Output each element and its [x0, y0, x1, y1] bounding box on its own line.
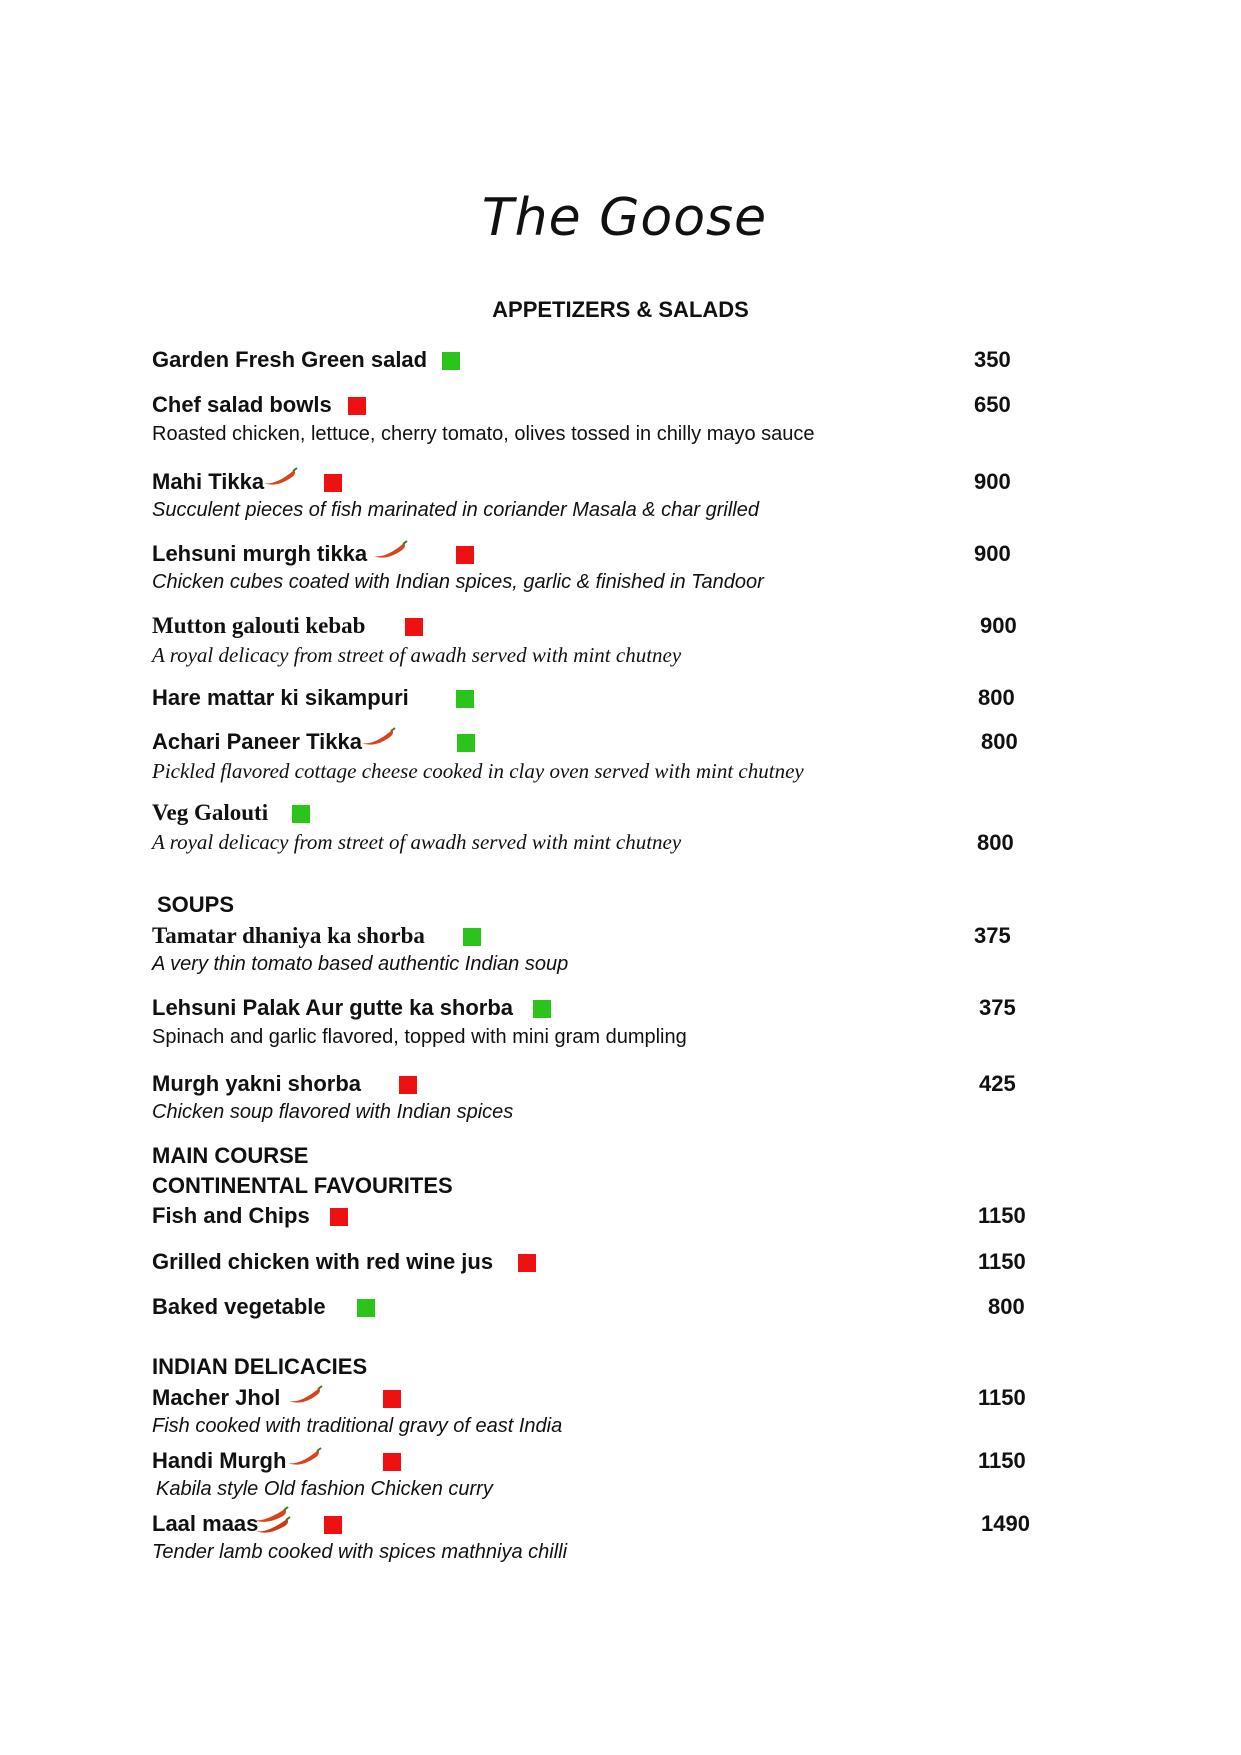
item-price: 350	[974, 347, 1011, 372]
item-description: Chicken cubes coated with Indian spices, garlic & finished in Tandoor	[152, 571, 764, 593]
item-price: 800	[978, 685, 1015, 710]
item-description: A royal delicacy from street of awadh served with mint chutney	[152, 643, 682, 667]
veg-marker-icon	[463, 928, 481, 946]
veg-marker-icon	[442, 352, 460, 370]
item-description: A very thin tomato based authentic Indian soup	[152, 953, 569, 975]
item-description: Pickled flavored cottage cheese cooked in clay oven served with mint chutney	[152, 759, 804, 783]
chili-pepper-icon	[286, 1447, 322, 1467]
item-name-lehsuni-palak-shorba: Lehsuni Palak Aur gutte ka shorba	[152, 995, 514, 1020]
veg-marker-icon	[457, 734, 475, 752]
item-price: 375	[974, 923, 1011, 948]
item-description: Spinach and garlic flavored, topped with mini gram dumpling	[152, 1026, 687, 1048]
item-name-achari-paneer-tikka: Achari Paneer Tikka	[152, 729, 362, 754]
veg-marker-icon	[357, 1299, 375, 1317]
veg-marker-icon	[533, 1000, 551, 1018]
item-description: Tender lamb cooked with spices mathniya chilli	[152, 1541, 568, 1563]
item-description: Fish cooked with traditional gravy of east India	[152, 1415, 563, 1437]
chili-pepper-icon	[287, 1385, 323, 1405]
non-veg-marker-icon	[324, 1516, 342, 1534]
chili-pepper-icon	[252, 1506, 292, 1534]
item-name-tamatar-dhaniya-shorba: Tamatar dhaniya ka shorba	[152, 923, 425, 948]
item-name-fish-and-chips: Fish and Chips	[152, 1203, 310, 1228]
section-heading-main-course: MAIN COURSE	[152, 1143, 309, 1168]
chili-pepper-icon	[360, 727, 396, 747]
item-name-green-salad: Garden Fresh Green salad	[152, 347, 428, 372]
item-name-murgh-yakni-shorba: Murgh yakni shorba	[152, 1071, 362, 1096]
item-name-macher-jhol: Macher Jhol	[152, 1385, 281, 1410]
item-name-grilled-chicken: Grilled chicken with red wine jus	[152, 1249, 494, 1274]
item-price: 1490	[981, 1511, 1030, 1536]
item-price: 800	[981, 729, 1018, 754]
item-price: 1150	[978, 1249, 1026, 1274]
non-veg-marker-icon	[383, 1453, 401, 1471]
item-name-mutton-galouti-kebab: Mutton galouti kebab	[152, 613, 366, 638]
item-description: A royal delicacy from street of awadh served with mint chutney	[152, 830, 682, 854]
restaurant-title: The Goose	[481, 188, 768, 248]
item-name-handi-murgh: Handi Murgh	[152, 1448, 287, 1473]
item-price: 900	[974, 541, 1011, 566]
item-description: Roasted chicken, lettuce, cherry tomato, olives tossed in chilly mayo sauce	[152, 423, 815, 445]
item-name-hare-mattar-sikampuri: Hare mattar ki sikampuri	[152, 685, 409, 710]
item-name-mahi-tikka: Mahi Tikka	[152, 469, 265, 494]
section-heading-soups: SOUPS	[157, 892, 235, 917]
section-heading-appetizers: APPETIZERS & SALADS	[492, 297, 749, 322]
item-price: 1150	[978, 1385, 1026, 1410]
section-heading-indian-delicacies: INDIAN DELICACIES	[152, 1354, 368, 1379]
non-veg-marker-icon	[518, 1254, 536, 1272]
item-price: 900	[980, 613, 1017, 638]
item-price: 375	[979, 995, 1016, 1020]
chili-pepper-icon	[262, 467, 298, 487]
item-price: 1150	[978, 1203, 1026, 1228]
non-veg-marker-icon	[405, 618, 423, 636]
item-price: 800	[988, 1294, 1025, 1319]
non-veg-marker-icon	[456, 546, 474, 564]
item-description: Chicken soup flavored with Indian spices	[152, 1101, 514, 1123]
item-name-laal-maas: Laal maas	[152, 1511, 259, 1536]
item-name-baked-vegetable: Baked vegetable	[152, 1294, 326, 1319]
item-name-chef-salad: Chef salad bowls	[152, 392, 332, 417]
item-price: 800	[977, 830, 1014, 855]
item-description: Succulent pieces of fish marinated in coriander Masala & char grilled	[152, 499, 759, 521]
item-name-veg-galouti: Veg Galouti	[152, 800, 269, 825]
non-veg-marker-icon	[324, 474, 342, 492]
veg-marker-icon	[456, 690, 474, 708]
item-price: 650	[974, 392, 1011, 417]
non-veg-marker-icon	[383, 1390, 401, 1408]
item-name-lehsuni-murgh-tikka: Lehsuni murgh tikka	[152, 541, 368, 566]
non-veg-marker-icon	[330, 1208, 348, 1226]
item-description: Kabila style Old fashion Chicken curry	[156, 1478, 493, 1500]
veg-marker-icon	[292, 805, 310, 823]
item-price: 900	[974, 469, 1011, 494]
non-veg-marker-icon	[399, 1076, 417, 1094]
subsection-heading-continental: CONTINENTAL FAVOURITES	[152, 1173, 453, 1198]
non-veg-marker-icon	[348, 397, 366, 415]
item-price: 425	[979, 1071, 1016, 1096]
chili-pepper-icon	[372, 540, 408, 560]
item-price: 1150	[978, 1448, 1026, 1473]
